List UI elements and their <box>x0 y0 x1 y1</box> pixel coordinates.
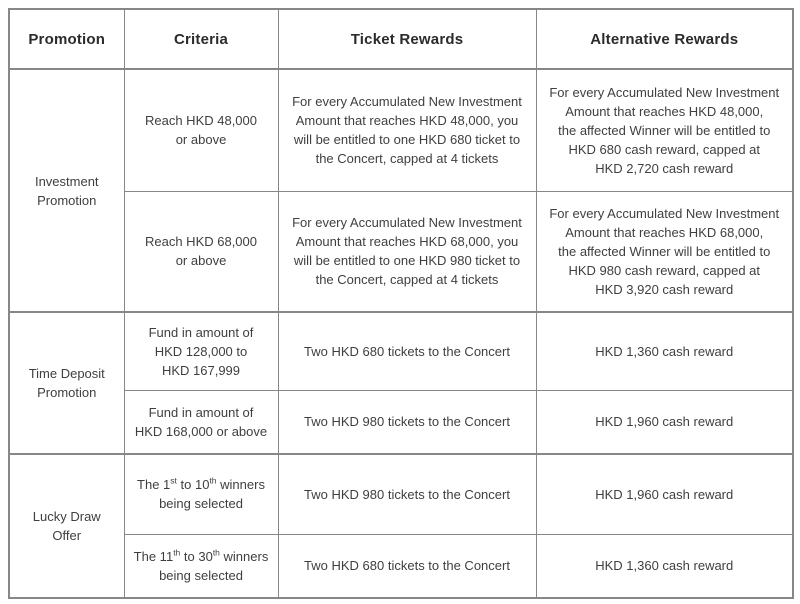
ordinal-superscript: th <box>212 547 220 558</box>
criteria-cell <box>124 191 278 312</box>
ticket-rewards-line: the Concert, capped at 4 tickets <box>315 272 499 288</box>
ticket-rewards-cell <box>278 390 536 454</box>
criteria-cell <box>124 390 278 454</box>
promotion-label-line: Time Deposit <box>28 366 105 381</box>
section-lucky-draw-offer <box>9 454 793 598</box>
section-time-deposit-promotion <box>9 312 793 454</box>
ticket-rewards-line: For every Accumulated New Investment <box>292 215 522 231</box>
ticket-rewards-cell <box>278 69 536 191</box>
ticket-rewards-cell <box>278 534 536 598</box>
criteria-line: being selected <box>159 567 243 583</box>
ticket-rewards-line: the Concert, capped at 4 tickets <box>315 151 499 167</box>
criteria-cell <box>124 534 278 598</box>
criteria-text-part: The 11 <box>133 548 174 564</box>
promotion-rewards-table <box>8 8 794 599</box>
criteria-line <box>131 475 272 494</box>
table-row <box>9 69 793 191</box>
ticket-rewards-line: Amount that reaches HKD 68,000, you <box>295 234 519 250</box>
criteria-text-part: winners <box>216 477 265 493</box>
promotion-cell <box>9 69 124 312</box>
promotion-label-line: Lucky Draw <box>32 509 101 524</box>
ticket-rewards-line: Two HKD 680 tickets to the Concert <box>304 343 510 359</box>
table-row <box>9 454 793 534</box>
alternative-rewards-line: the affected Winner will be entitled to <box>558 122 771 138</box>
ticket-rewards-line: For every Accumulated New Investment <box>292 94 522 110</box>
alternative-rewards-line: HKD 3,920 cash reward <box>595 281 734 297</box>
table-row <box>9 312 793 390</box>
criteria-line: or above <box>175 132 227 148</box>
criteria-text-part: to 10 <box>176 477 210 493</box>
criteria-text-part: to 30 <box>180 548 213 564</box>
criteria-line: Reach HKD 48,000 <box>144 113 257 129</box>
criteria-cell <box>124 69 278 191</box>
ticket-rewards-line: Amount that reaches HKD 48,000, you <box>295 113 519 129</box>
criteria-cell <box>124 454 278 534</box>
ordinal-superscript: th <box>209 475 217 486</box>
alternative-rewards-line: Amount that reaches HKD 68,000, <box>565 224 764 240</box>
criteria-line: Reach HKD 68,000 <box>144 234 257 250</box>
alternative-rewards-line: HKD 680 cash reward, capped at <box>568 141 760 157</box>
column-header-alternative-rewards: Alternative Rewards <box>536 9 793 69</box>
section-investment-promotion <box>9 69 793 312</box>
ticket-rewards-cell <box>278 312 536 390</box>
alternative-rewards-line: HKD 1,960 cash reward <box>595 414 734 430</box>
ordinal-superscript: st <box>170 475 177 486</box>
promotion-label-line: Promotion <box>37 192 97 208</box>
alternative-rewards-cell <box>536 390 793 454</box>
ticket-rewards-line: will be entitled to one HKD 980 ticket to <box>293 253 521 269</box>
ticket-rewards-line: Two HKD 980 tickets to the Concert <box>304 414 510 430</box>
alternative-rewards-cell <box>536 534 793 598</box>
criteria-text-part: The 1 <box>137 477 171 493</box>
alternative-rewards-line: Amount that reaches HKD 48,000, <box>565 103 764 119</box>
alternative-rewards-line: HKD 980 cash reward, capped at <box>568 262 760 278</box>
ordinal-superscript: th <box>173 547 181 558</box>
column-header-promotion: Promotion <box>9 9 124 69</box>
criteria-line: HKD 168,000 or above <box>134 423 268 439</box>
alternative-rewards-cell <box>536 312 793 390</box>
alternative-rewards-line: HKD 2,720 cash reward <box>595 160 734 176</box>
table-header <box>9 9 793 69</box>
ticket-rewards-line: Two HKD 680 tickets to the Concert <box>304 558 510 574</box>
promotion-label-line: Promotion <box>37 385 97 400</box>
alternative-rewards-line: HKD 1,360 cash reward <box>595 343 734 359</box>
alternative-rewards-line: HKD 1,960 cash reward <box>595 486 734 502</box>
alternative-rewards-line: HKD 1,360 cash reward <box>595 558 734 574</box>
header-row <box>9 9 793 69</box>
alternative-rewards-cell <box>536 69 793 191</box>
table-row <box>9 390 793 454</box>
promotion-label-line: Offer <box>52 528 82 543</box>
criteria-line: Fund in amount of <box>148 324 254 340</box>
promotion-cell <box>9 454 124 598</box>
table-row <box>9 191 793 312</box>
alternative-rewards-cell <box>536 191 793 312</box>
table-row <box>9 534 793 598</box>
alternative-rewards-cell <box>536 454 793 534</box>
criteria-line: HKD 167,999 <box>161 362 241 378</box>
criteria-line <box>131 547 272 566</box>
promotion-cell <box>9 312 124 454</box>
ticket-rewards-line: will be entitled to one HKD 680 ticket to <box>293 132 521 148</box>
ticket-rewards-cell <box>278 191 536 312</box>
alternative-rewards-line: the affected Winner will be entitled to <box>558 243 771 259</box>
column-header-ticket-rewards: Ticket Rewards <box>278 9 536 69</box>
column-header-criteria: Criteria <box>124 9 278 69</box>
ticket-rewards-line: Two HKD 980 tickets to the Concert <box>304 486 510 502</box>
criteria-line: being selected <box>159 496 243 512</box>
criteria-line: HKD 128,000 to <box>154 343 248 359</box>
criteria-line: Fund in amount of <box>148 404 254 420</box>
criteria-line: or above <box>175 253 227 269</box>
ticket-rewards-cell <box>278 454 536 534</box>
criteria-cell <box>124 312 278 390</box>
alternative-rewards-line: For every Accumulated New Investment <box>549 205 780 221</box>
criteria-text-part: winners <box>219 548 269 564</box>
promotion-label-line: Investment <box>34 173 99 189</box>
alternative-rewards-line: For every Accumulated New Investment <box>549 84 780 100</box>
